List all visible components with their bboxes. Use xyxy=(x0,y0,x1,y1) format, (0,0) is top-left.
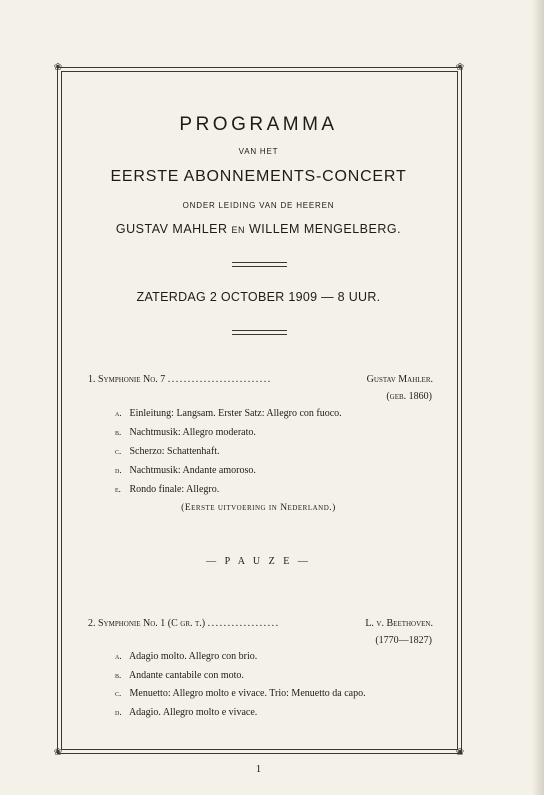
premiere-note: (Eerste uitvoering in Nederland.) xyxy=(181,503,336,513)
movement-letter: b. xyxy=(115,670,122,680)
conductors-line xyxy=(61,222,456,236)
movement-item xyxy=(115,670,244,681)
page-number: 1 xyxy=(255,763,262,775)
movement-item xyxy=(115,465,256,476)
movement-letter: d. xyxy=(115,465,122,475)
movement-item xyxy=(115,484,219,495)
movement-text: Einleitung: Langsam. Erster Satz: Allegro con fuoco. xyxy=(129,408,342,419)
subtitle-onder-leiding: ONDER LEIDING VAN DE HEEREN xyxy=(182,201,335,210)
corner-ornament-icon: ❀ xyxy=(53,747,63,758)
movement-text: Scherzo: Schattenhaft. xyxy=(129,446,220,457)
concert-title: EERSTE ABONNEMENTS-CONCERT xyxy=(110,168,407,185)
movement-text: Nachtmusik: Andante amoroso. xyxy=(129,465,256,476)
corner-ornament-icon: ❀ xyxy=(53,62,63,73)
conjunction-en: EN xyxy=(231,225,246,235)
intermission-label: — P A U Z E — xyxy=(206,556,311,567)
page-title: PROGRAMMA xyxy=(179,114,338,135)
work-title: Symphonie No. 7 xyxy=(98,374,166,385)
movement-text: Adagio molto. Allegro con brio. xyxy=(128,651,258,662)
work-title: Symphonie No. 1 (C gr. t.) xyxy=(98,618,206,629)
movement-text: Adagio. Allegro molto e vivace. xyxy=(128,707,258,718)
movement-text: Andante cantabile con moto. xyxy=(128,670,244,681)
movement-item xyxy=(115,707,257,718)
movement-text: Menuetto: Allegro molto e vivace. Trio: Menuetto da capo. xyxy=(129,688,366,699)
movement-item xyxy=(115,446,219,457)
item-number: 2. xyxy=(88,618,96,629)
movement-letter: c. xyxy=(115,688,122,698)
movement-letter: d. xyxy=(115,707,122,717)
movement-letter: b. xyxy=(115,427,122,437)
corner-ornament-icon: ❀ xyxy=(455,747,465,758)
movement-item xyxy=(115,651,257,662)
program-item-2 xyxy=(88,618,433,629)
movement-text: Nachtmusik: Allegro moderato. xyxy=(129,427,256,438)
concert-date: ZATERDAG 2 OCTOBER 1909 — 8 UUR. xyxy=(136,290,381,304)
program-item-1 xyxy=(88,374,433,385)
composer-dates: (geb. 1860) xyxy=(386,391,432,402)
composer-name: Gustav Mahler. xyxy=(366,374,433,385)
movement-item xyxy=(115,408,342,419)
movement-text: Rondo finale: Allegro. xyxy=(129,484,220,495)
leader-dots: .................. xyxy=(207,618,280,629)
movement-letter: a. xyxy=(115,408,122,418)
divider-rule xyxy=(232,262,287,267)
movement-letter: c. xyxy=(115,446,122,456)
movement-item xyxy=(115,427,256,438)
composer-dates: (1770—1827) xyxy=(375,635,432,646)
divider-rule xyxy=(232,330,287,335)
conductor-mengelberg: WILLEM MENGELBERG. xyxy=(249,222,402,236)
corner-ornament-icon: ❀ xyxy=(455,62,465,73)
movement-item xyxy=(115,688,366,699)
item-number: 1. xyxy=(88,374,96,385)
conductor-mahler: GUSTAV MAHLER xyxy=(115,222,228,236)
movement-letter: a. xyxy=(115,651,122,661)
movement-letter: e. xyxy=(115,484,121,494)
composer-name: L. v. Beethoven. xyxy=(365,618,433,629)
page-edge-shadow xyxy=(532,0,544,795)
subtitle-van-het: VAN HET xyxy=(238,147,279,156)
leader-dots: .......................... xyxy=(167,374,272,385)
